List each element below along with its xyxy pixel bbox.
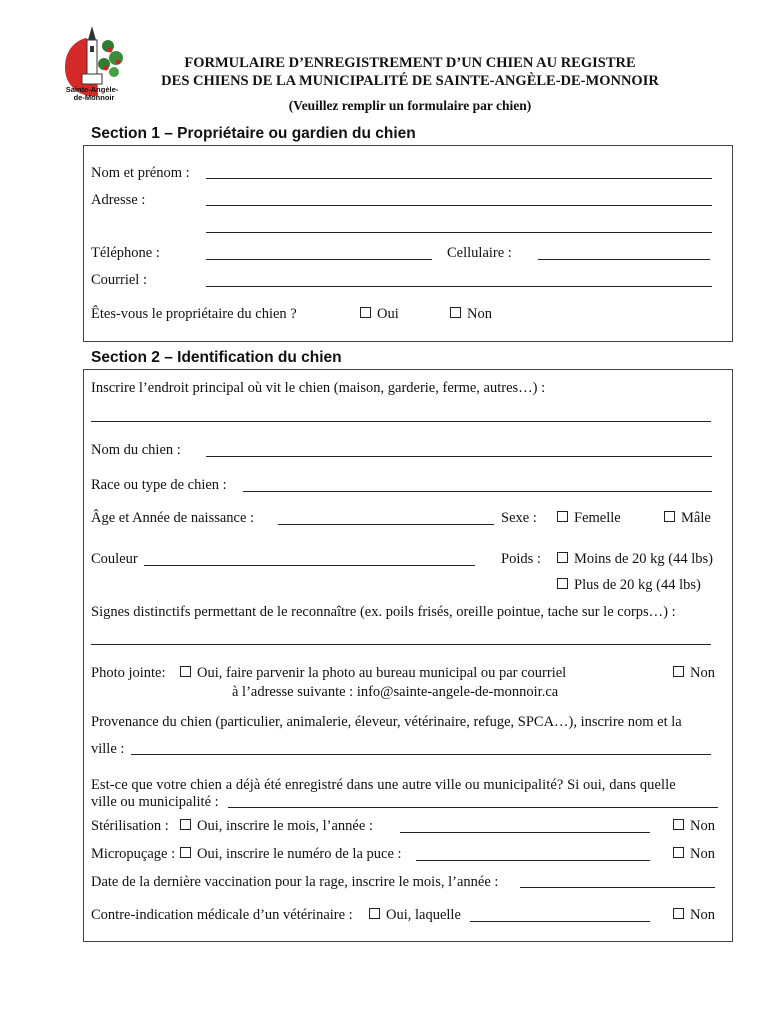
phone-field[interactable] <box>206 259 432 260</box>
section1-heading: Section 1 – Propriétaire ou gardien du chien <box>91 125 416 142</box>
svg-text:de-Monnoir: de-Monnoir <box>73 93 115 102</box>
dog-name-field[interactable] <box>206 456 712 457</box>
weight-under-20-option[interactable]: Moins de 20 kg (44 lbs) <box>557 551 713 568</box>
sex-label: Sexe : <box>501 510 537 526</box>
contraindication-no-option[interactable]: Non <box>673 907 715 924</box>
color-label: Couleur <box>91 551 138 567</box>
microchip-yes-option[interactable]: Oui, inscrire le numéro de la puce : <box>180 846 402 863</box>
address-field-1[interactable] <box>206 205 712 206</box>
owner-question: Êtes-vous le propriétaire du chien ? <box>91 306 297 322</box>
checkbox-icon[interactable] <box>557 552 568 563</box>
residence-field[interactable] <box>91 421 711 422</box>
municipality-logo <box>56 24 130 102</box>
rabies-vaccine-label: Date de la dernière vaccination pour la rage, inscrire le mois, l’année : <box>91 874 499 890</box>
microchip-no-option[interactable]: Non <box>673 846 715 863</box>
origin-field[interactable] <box>131 754 711 755</box>
checkbox-icon[interactable] <box>673 908 684 919</box>
address-field-2[interactable] <box>206 232 712 233</box>
photo-label: Photo jointe: <box>91 665 166 681</box>
age-label: Âge et Année de naissance : <box>91 510 255 526</box>
residence-label: Inscrire l’endroit principal où vit le chien (maison, garderie, ferme, autres…) : <box>91 380 546 396</box>
address-label: Adresse : <box>91 192 146 208</box>
rabies-vaccine-field[interactable] <box>520 887 715 888</box>
checkbox-icon[interactable] <box>664 511 675 522</box>
sterilization-no-option[interactable]: Non <box>673 818 715 835</box>
form-title-line2: DES CHIENS DE LA MUNICIPALITÉ DE SAINTE-ANGÈLE-DE-MONNOIR <box>161 73 659 89</box>
checkbox-icon[interactable] <box>180 847 191 858</box>
owner-yes-option[interactable]: Oui <box>360 306 399 323</box>
contraindication-field[interactable] <box>470 921 650 922</box>
svg-text:Sainte-Angèle-: Sainte-Angèle- <box>65 85 119 94</box>
section2-heading: Section 2 – Identification du chien <box>91 349 342 366</box>
photo-address: à l’adresse suivante : info@sainte-angele-de-monnoir.ca <box>232 684 559 700</box>
form-subtitle: (Veuillez remplir un formulaire par chien) <box>288 98 532 113</box>
checkbox-icon[interactable] <box>369 908 380 919</box>
owner-no-option[interactable]: Non <box>450 306 492 323</box>
checkbox-icon[interactable] <box>180 666 191 677</box>
origin-label: Provenance du chien (particulier, animalerie, éleveur, vétérinaire, refuge, SPCA…), inscrire nom et la <box>91 714 682 730</box>
microchip-number-field[interactable] <box>416 860 650 861</box>
cell-field[interactable] <box>538 259 710 260</box>
origin-city-label: ville : <box>91 741 125 757</box>
checkbox-icon[interactable] <box>673 666 684 677</box>
checkbox-icon[interactable] <box>673 819 684 830</box>
weight-over-20-option[interactable]: Plus de 20 kg (44 lbs) <box>557 577 701 594</box>
form-title-line1: FORMULAIRE D’ENREGISTREMENT D’UN CHIEN AU REGISTRE <box>184 55 636 71</box>
owner-name-label: Nom et prénom : <box>91 165 190 181</box>
breed-label: Race ou type de chien : <box>91 477 227 493</box>
marks-label: Signes distinctifs permettant de le reconnaître (ex. poils frisés, oreille pointue, tache sur le corps…) : <box>91 604 676 620</box>
contraindication-yes-option[interactable]: Oui, laquelle <box>369 907 461 924</box>
sterilization-yes-option[interactable]: Oui, inscrire le mois, l’année : <box>180 818 373 835</box>
breed-field[interactable] <box>243 491 712 492</box>
checkbox-icon[interactable] <box>180 819 191 830</box>
owner-name-field[interactable] <box>206 178 712 179</box>
checkbox-icon[interactable] <box>557 511 568 522</box>
checkbox-icon[interactable] <box>450 307 461 318</box>
age-field[interactable] <box>278 524 494 525</box>
male-option[interactable]: Mâle <box>664 510 711 527</box>
email-label: Courriel : <box>91 272 147 288</box>
sterilization-date-field[interactable] <box>400 832 650 833</box>
checkbox-icon[interactable] <box>673 847 684 858</box>
color-field[interactable] <box>144 565 475 566</box>
medical-contraindication-label: Contre-indication médicale d’un vétérinaire : <box>91 907 353 923</box>
phone-label: Téléphone : <box>91 245 160 261</box>
email-field[interactable] <box>206 286 712 287</box>
prior-registration-field[interactable] <box>228 807 718 808</box>
marks-field[interactable] <box>91 644 711 645</box>
prior-registration-label: ville ou municipalité : <box>91 794 219 810</box>
microchip-label: Micropuçage : <box>91 846 176 862</box>
checkbox-icon[interactable] <box>360 307 371 318</box>
photo-no-option[interactable]: Non <box>673 665 715 682</box>
weight-label: Poids : <box>501 551 541 567</box>
checkbox-icon[interactable] <box>557 578 568 589</box>
photo-yes-option[interactable]: Oui, faire parvenir la photo au bureau municipal ou par courriel <box>180 665 566 682</box>
prior-registration-question: Est-ce que votre chien a déjà été enregistré dans une autre ville ou municipalité? Si oui, dans quelle <box>91 777 676 793</box>
dog-name-label: Nom du chien : <box>91 442 181 458</box>
cell-label: Cellulaire : <box>447 245 512 261</box>
sterilization-label: Stérilisation : <box>91 818 169 834</box>
female-option[interactable]: Femelle <box>557 510 621 527</box>
